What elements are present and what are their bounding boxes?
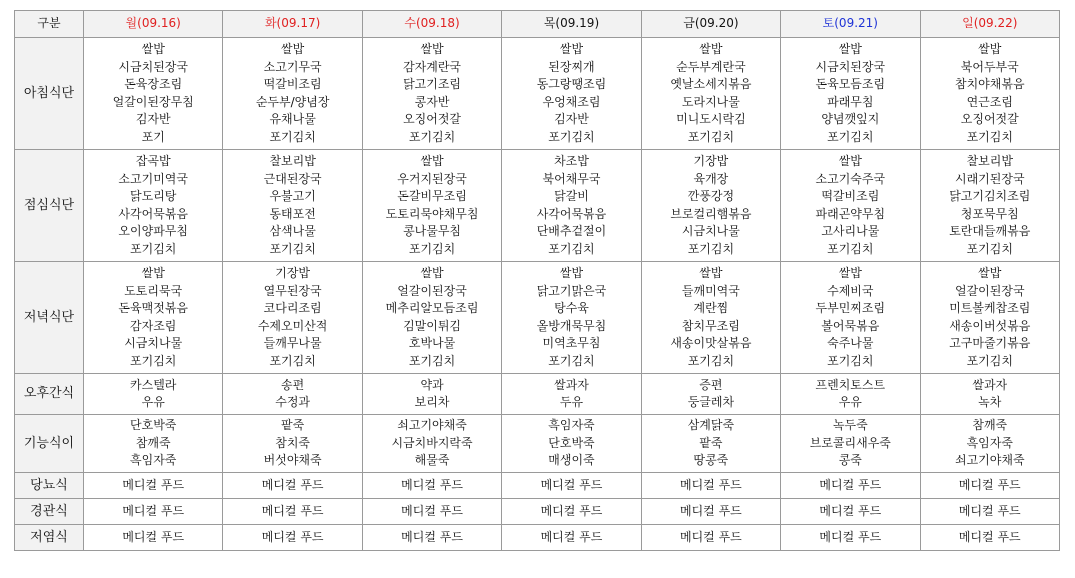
menu-item: 북어채무국	[542, 171, 601, 186]
menu-item: 팥죽	[281, 418, 305, 433]
menu-item: 포기김치	[687, 241, 735, 256]
breakfast-row	[15, 38, 1060, 150]
menu-cell-mon	[84, 374, 223, 415]
menu-cell-mon: 메디컬 푸드	[84, 525, 223, 551]
menu-item: 된장찌개	[548, 59, 595, 74]
day-header-tue: 화(09.17)	[223, 11, 362, 38]
menu-item: 시금치바지락죽	[391, 435, 473, 450]
menu-item: 메추리알모듬조림	[385, 301, 479, 315]
menu-cell-tue	[223, 262, 362, 374]
menu-item: 포기김치	[408, 129, 456, 144]
row-label: 기능식이	[15, 415, 84, 473]
menu-item: 숙주나물	[827, 336, 874, 350]
menu-item: 돈육장조림	[124, 77, 183, 91]
menu-item: 쌀밥	[978, 42, 1002, 56]
menu-cell-tue	[223, 415, 362, 473]
low-sodium-row	[15, 525, 1060, 551]
menu-item: 포기김치	[408, 353, 456, 368]
menu-cell-thu	[502, 150, 641, 262]
menu-item: 두부민찌조림	[815, 301, 886, 315]
menu-item: 쌀밥	[838, 154, 862, 168]
header-row	[15, 11, 1060, 38]
menu-cell-sun	[920, 415, 1059, 473]
menu-item: 둥글레차	[687, 395, 735, 409]
menu-item: 사각어묵볶음	[118, 206, 188, 221]
menu-item: 포기김치	[966, 129, 1013, 144]
menu-cell-thu: 메디컬 푸드	[502, 473, 641, 499]
menu-cell-wed: 메디컬 푸드	[362, 525, 501, 551]
menu-item: 참치무조림	[681, 318, 740, 333]
menu-cell-sun: 메디컬 푸드	[920, 473, 1059, 499]
menu-item: 포기김치	[687, 129, 735, 144]
menu-cell-sat: 메디컬 푸드	[781, 499, 920, 525]
menu-item: 포기김치	[966, 353, 1013, 368]
snack-row	[15, 374, 1060, 415]
menu-item: 시래기된장국	[954, 171, 1025, 186]
menu-cell-sat: 메디컬 푸드	[781, 473, 920, 499]
menu-item: 새송이버섯볶음	[949, 318, 1031, 333]
menu-cell-fri	[641, 262, 780, 374]
menu-item: 포기김치	[408, 241, 456, 256]
row-label: 당뇨식	[15, 473, 84, 499]
menu-item: 시금치나물	[681, 224, 740, 238]
menu-item: 우엉채조림	[542, 94, 601, 109]
menu-cell-sat: 메디컬 푸드	[781, 525, 920, 551]
menu-item: 계란찜	[693, 301, 729, 315]
menu-item: 깐풍강정	[687, 189, 735, 203]
menu-item: 참치죽	[275, 435, 311, 450]
menu-cell-mon	[84, 415, 223, 473]
menu-item: 쌀밥	[699, 42, 723, 56]
menu-item: 흑임자죽	[548, 418, 595, 433]
menu-item: 김말이튀김	[403, 318, 462, 333]
menu-item: 우유	[838, 395, 862, 409]
menu-item: 찰보리밥	[269, 154, 316, 168]
menu-cell-mon	[84, 262, 223, 374]
menu-item: 쌀과자	[554, 377, 589, 392]
menu-item: 차조밥	[554, 154, 589, 168]
menu-item: 사각어묵볶음	[536, 206, 607, 221]
menu-cell-mon: 메디컬 푸드	[84, 499, 223, 525]
menu-item: 닭고기김치조림	[949, 189, 1031, 203]
menu-item: 소고기무국	[263, 59, 322, 74]
menu-cell-mon	[84, 150, 223, 262]
menu-item: 탕수육	[554, 301, 589, 315]
menu-cell-fri	[641, 374, 780, 415]
day-header-wed: 수(09.18)	[362, 11, 501, 38]
menu-item: 도토리묵야채무침	[385, 206, 479, 221]
menu-item: 미역초무침	[542, 336, 601, 350]
menu-item: 오징어젓갈	[403, 112, 462, 126]
menu-item: 순두부/양념장	[255, 94, 330, 109]
menu-cell-thu	[502, 415, 641, 473]
lunch-row	[15, 150, 1060, 262]
menu-cell-sat	[781, 150, 920, 262]
menu-cell-sun	[920, 374, 1059, 415]
menu-item: 흑임자죽	[130, 453, 177, 468]
menu-item: 참깨죽	[135, 435, 171, 450]
menu-cell-sun	[920, 150, 1059, 262]
day-header-fri: 금(09.20)	[641, 11, 780, 38]
menu-item: 약과	[420, 377, 444, 392]
menu-item: 참깨죽	[972, 418, 1008, 433]
menu-item: 쌀밥	[559, 42, 584, 56]
menu-cell-mon: 메디컬 푸드	[84, 473, 223, 499]
menu-cell-fri	[641, 150, 780, 262]
corner-header: 구분	[15, 11, 84, 38]
menu-item: 포기김치	[827, 129, 874, 144]
menu-cell-fri: 메디컬 푸드	[641, 499, 780, 525]
menu-item: 쇠고기야채죽	[954, 453, 1025, 468]
menu-item: 수제비국	[827, 283, 874, 298]
menu-item: 흑임자죽	[966, 435, 1013, 450]
menu-item: 들깨무나물	[263, 336, 322, 350]
menu-cell-sun: 메디컬 푸드	[920, 499, 1059, 525]
menu-item: 순두부계란국	[676, 59, 746, 74]
menu-item: 단배추겉절이	[536, 224, 607, 238]
menu-item: 포기김치	[827, 353, 874, 368]
menu-item: 김자반	[135, 112, 171, 126]
menu-item: 콩나물무침	[403, 224, 462, 238]
menu-item: 쌀밥	[978, 266, 1002, 280]
menu-item: 북어두부국	[960, 59, 1019, 74]
row-label: 경관식	[15, 499, 84, 525]
menu-item: 닭고기조림	[403, 77, 462, 91]
menu-item: 동그랑땡조림	[536, 77, 607, 91]
menu-item: 시금치된장국	[815, 59, 886, 74]
diabetic-diet-row	[15, 473, 1060, 499]
menu-item: 쌀밥	[420, 42, 444, 56]
menu-cell-thu: 메디컬 푸드	[502, 499, 641, 525]
menu-cell-fri: 메디컬 푸드	[641, 473, 780, 499]
menu-item: 동태포전	[269, 206, 316, 221]
menu-cell-wed	[362, 150, 501, 262]
row-label: 저염식	[15, 525, 84, 551]
menu-item: 육개장	[693, 171, 729, 186]
menu-item: 쌀밥	[141, 42, 165, 56]
menu-item: 김자반	[554, 112, 589, 126]
menu-cell-sun: 메디컬 푸드	[920, 525, 1059, 551]
menu-item: 콩죽	[838, 453, 862, 468]
menu-item: 보리차	[414, 395, 450, 409]
row-label: 점심식단	[15, 150, 84, 262]
menu-item: 쌀밥	[838, 42, 862, 56]
menu-item: 소고기숙주국	[815, 171, 886, 186]
menu-cell-thu	[502, 38, 641, 150]
menu-cell-tue: 메디컬 푸드	[223, 525, 362, 551]
menu-item: 돈갈비무조림	[397, 189, 467, 203]
menu-item: 땅콩죽	[693, 453, 729, 468]
menu-item: 우불고기	[269, 189, 316, 203]
menu-item: 감자계란국	[403, 59, 462, 74]
menu-cell-fri: 메디컬 푸드	[641, 525, 780, 551]
menu-item: 기장밥	[275, 266, 311, 280]
weekly-meal-table	[14, 10, 1060, 551]
menu-item: 얼갈이된장국	[397, 283, 467, 298]
menu-item: 오징어젓갈	[960, 112, 1019, 126]
day-header-mon: 월(09.16)	[84, 11, 223, 38]
menu-item: 유채나물	[269, 112, 316, 126]
row-label: 아침식단	[15, 38, 84, 150]
menu-item: 카스텔라	[130, 377, 177, 392]
menu-item: 새송이맛살볶음	[670, 336, 752, 350]
menu-cell-tue	[223, 38, 362, 150]
menu-item: 고사리나물	[821, 224, 880, 238]
menu-item: 포기김치	[269, 353, 316, 368]
menu-item: 고구마줄기볶음	[949, 336, 1031, 350]
menu-item: 코다리조림	[263, 301, 322, 315]
functional-diet-row	[15, 415, 1060, 473]
menu-item: 쌀밥	[420, 266, 444, 280]
day-header-sat: 토(09.21)	[781, 11, 920, 38]
menu-cell-thu: 메디컬 푸드	[502, 525, 641, 551]
menu-item: 미니도시락김	[676, 112, 746, 126]
menu-item: 연근조림	[966, 94, 1013, 109]
menu-item: 우유	[141, 395, 165, 409]
row-label: 오후간식	[15, 374, 84, 415]
menu-cell-wed	[362, 415, 501, 473]
menu-item: 잡곡밥	[135, 154, 171, 168]
menu-item: 돈육모듬조림	[815, 77, 886, 91]
menu-cell-sat	[781, 262, 920, 374]
day-header-thu: 목(09.19)	[502, 11, 641, 38]
menu-cell-wed	[362, 374, 501, 415]
menu-item: 얼갈이된장국	[954, 283, 1025, 298]
row-label: 저녁식단	[15, 262, 84, 374]
menu-item: 수제오미산적	[257, 318, 328, 333]
menu-item: 버섯야채죽	[263, 453, 322, 468]
menu-item: 포기김치	[130, 353, 177, 368]
menu-cell-tue: 메디컬 푸드	[223, 499, 362, 525]
menu-item: 돈육맥젓볶음	[118, 301, 188, 315]
menu-item: 시금치된장국	[118, 59, 188, 74]
menu-item: 쌀과자	[972, 377, 1008, 392]
menu-item: 닭고기맑은국	[536, 283, 607, 298]
menu-item: 기장밥	[693, 154, 729, 168]
menu-cell-sat	[781, 38, 920, 150]
menu-item: 두유	[559, 395, 584, 409]
menu-cell-wed	[362, 38, 501, 150]
menu-cell-fri	[641, 38, 780, 150]
menu-item: 증편	[699, 377, 723, 392]
menu-item: 쇠고기야채죽	[397, 418, 467, 433]
menu-item: 포기김치	[548, 353, 595, 368]
menu-item: 쌀밥	[281, 42, 305, 56]
menu-cell-tue: 메디컬 푸드	[223, 473, 362, 499]
menu-item: 파래무침	[827, 94, 874, 109]
dinner-row	[15, 262, 1060, 374]
menu-item: 해물죽	[414, 453, 450, 468]
menu-item: 콩자반	[414, 94, 450, 109]
menu-item: 근대된장국	[263, 171, 322, 186]
menu-item: 소고기미역국	[118, 171, 188, 186]
menu-item: 닭갈비	[554, 189, 589, 203]
menu-item: 양념깻잎지	[821, 112, 880, 126]
menu-cell-thu	[502, 262, 641, 374]
menu-cell-tue	[223, 150, 362, 262]
menu-item: 볼어묵볶음	[821, 318, 880, 333]
menu-item: 수정과	[275, 395, 311, 409]
menu-item: 포기	[141, 129, 165, 144]
menu-item: 호박나물	[408, 336, 456, 350]
menu-item: 쌀밥	[141, 266, 165, 280]
menu-item: 파래곤약무침	[815, 206, 886, 221]
menu-item: 송편	[281, 377, 305, 392]
menu-item: 쌀밥	[838, 266, 862, 280]
menu-cell-sat	[781, 415, 920, 473]
menu-item: 쌀밥	[699, 266, 723, 280]
menu-item: 프렌치토스트	[815, 377, 886, 392]
menu-item: 포기김치	[687, 353, 735, 368]
menu-cell-thu	[502, 374, 641, 415]
menu-item: 삼계닭죽	[687, 418, 735, 433]
menu-item: 떡갈비조림	[263, 77, 322, 91]
menu-item: 올방개묵무침	[536, 318, 607, 333]
tube-feeding-row	[15, 499, 1060, 525]
menu-item: 쌀밥	[420, 154, 444, 168]
menu-cell-sun	[920, 38, 1059, 150]
menu-item: 삼색나물	[269, 224, 316, 238]
menu-cell-fri	[641, 415, 780, 473]
menu-item: 미트볼케찹조림	[949, 301, 1031, 315]
menu-item: 포기김치	[548, 241, 595, 256]
menu-item: 단호박죽	[130, 418, 177, 433]
menu-item: 토란대들깨볶음	[949, 224, 1031, 238]
menu-item: 포기김치	[827, 241, 874, 256]
menu-cell-wed: 메디컬 푸드	[362, 499, 501, 525]
menu-item: 옛날소세지볶음	[670, 77, 752, 91]
menu-item: 포기김치	[548, 129, 595, 144]
menu-cell-mon	[84, 38, 223, 150]
day-header-sun: 일(09.22)	[920, 11, 1059, 38]
menu-item: 포기김치	[269, 241, 316, 256]
menu-item: 도토리묵국	[124, 283, 183, 298]
menu-item: 브로콜리새우죽	[809, 435, 891, 450]
menu-item: 매생이죽	[548, 453, 595, 468]
menu-cell-sun	[920, 262, 1059, 374]
menu-item: 녹차	[978, 395, 1002, 409]
menu-item: 열무된장국	[263, 283, 322, 298]
menu-item: 떡갈비조림	[821, 189, 880, 203]
menu-cell-sat	[781, 374, 920, 415]
menu-cell-wed: 메디컬 푸드	[362, 473, 501, 499]
menu-item: 시금치나물	[124, 336, 183, 350]
menu-item: 포기김치	[130, 241, 177, 256]
menu-cell-tue	[223, 374, 362, 415]
menu-item: 우거지된장국	[397, 171, 467, 186]
menu-item: 닭도리탕	[130, 189, 177, 203]
menu-item: 포기김치	[966, 241, 1013, 256]
menu-item: 팥죽	[699, 435, 723, 450]
menu-item: 브로컬리햄볶음	[670, 206, 752, 221]
menu-item: 단호박죽	[548, 435, 595, 450]
menu-item: 찰보리밥	[966, 154, 1013, 168]
menu-item: 청포묵무침	[960, 206, 1019, 221]
menu-item: 도라지나물	[681, 94, 740, 109]
menu-cell-wed	[362, 262, 501, 374]
menu-item: 포기김치	[269, 129, 316, 144]
menu-item: 감자조림	[130, 318, 177, 333]
menu-item: 얼갈이된장무침	[112, 94, 194, 109]
menu-item: 쌀밥	[559, 266, 584, 280]
menu-item: 참치야채볶음	[954, 77, 1025, 91]
menu-item: 오이양파무침	[118, 224, 188, 238]
menu-item: 녹두죽	[832, 418, 868, 433]
menu-item: 들깨미역국	[681, 283, 740, 298]
